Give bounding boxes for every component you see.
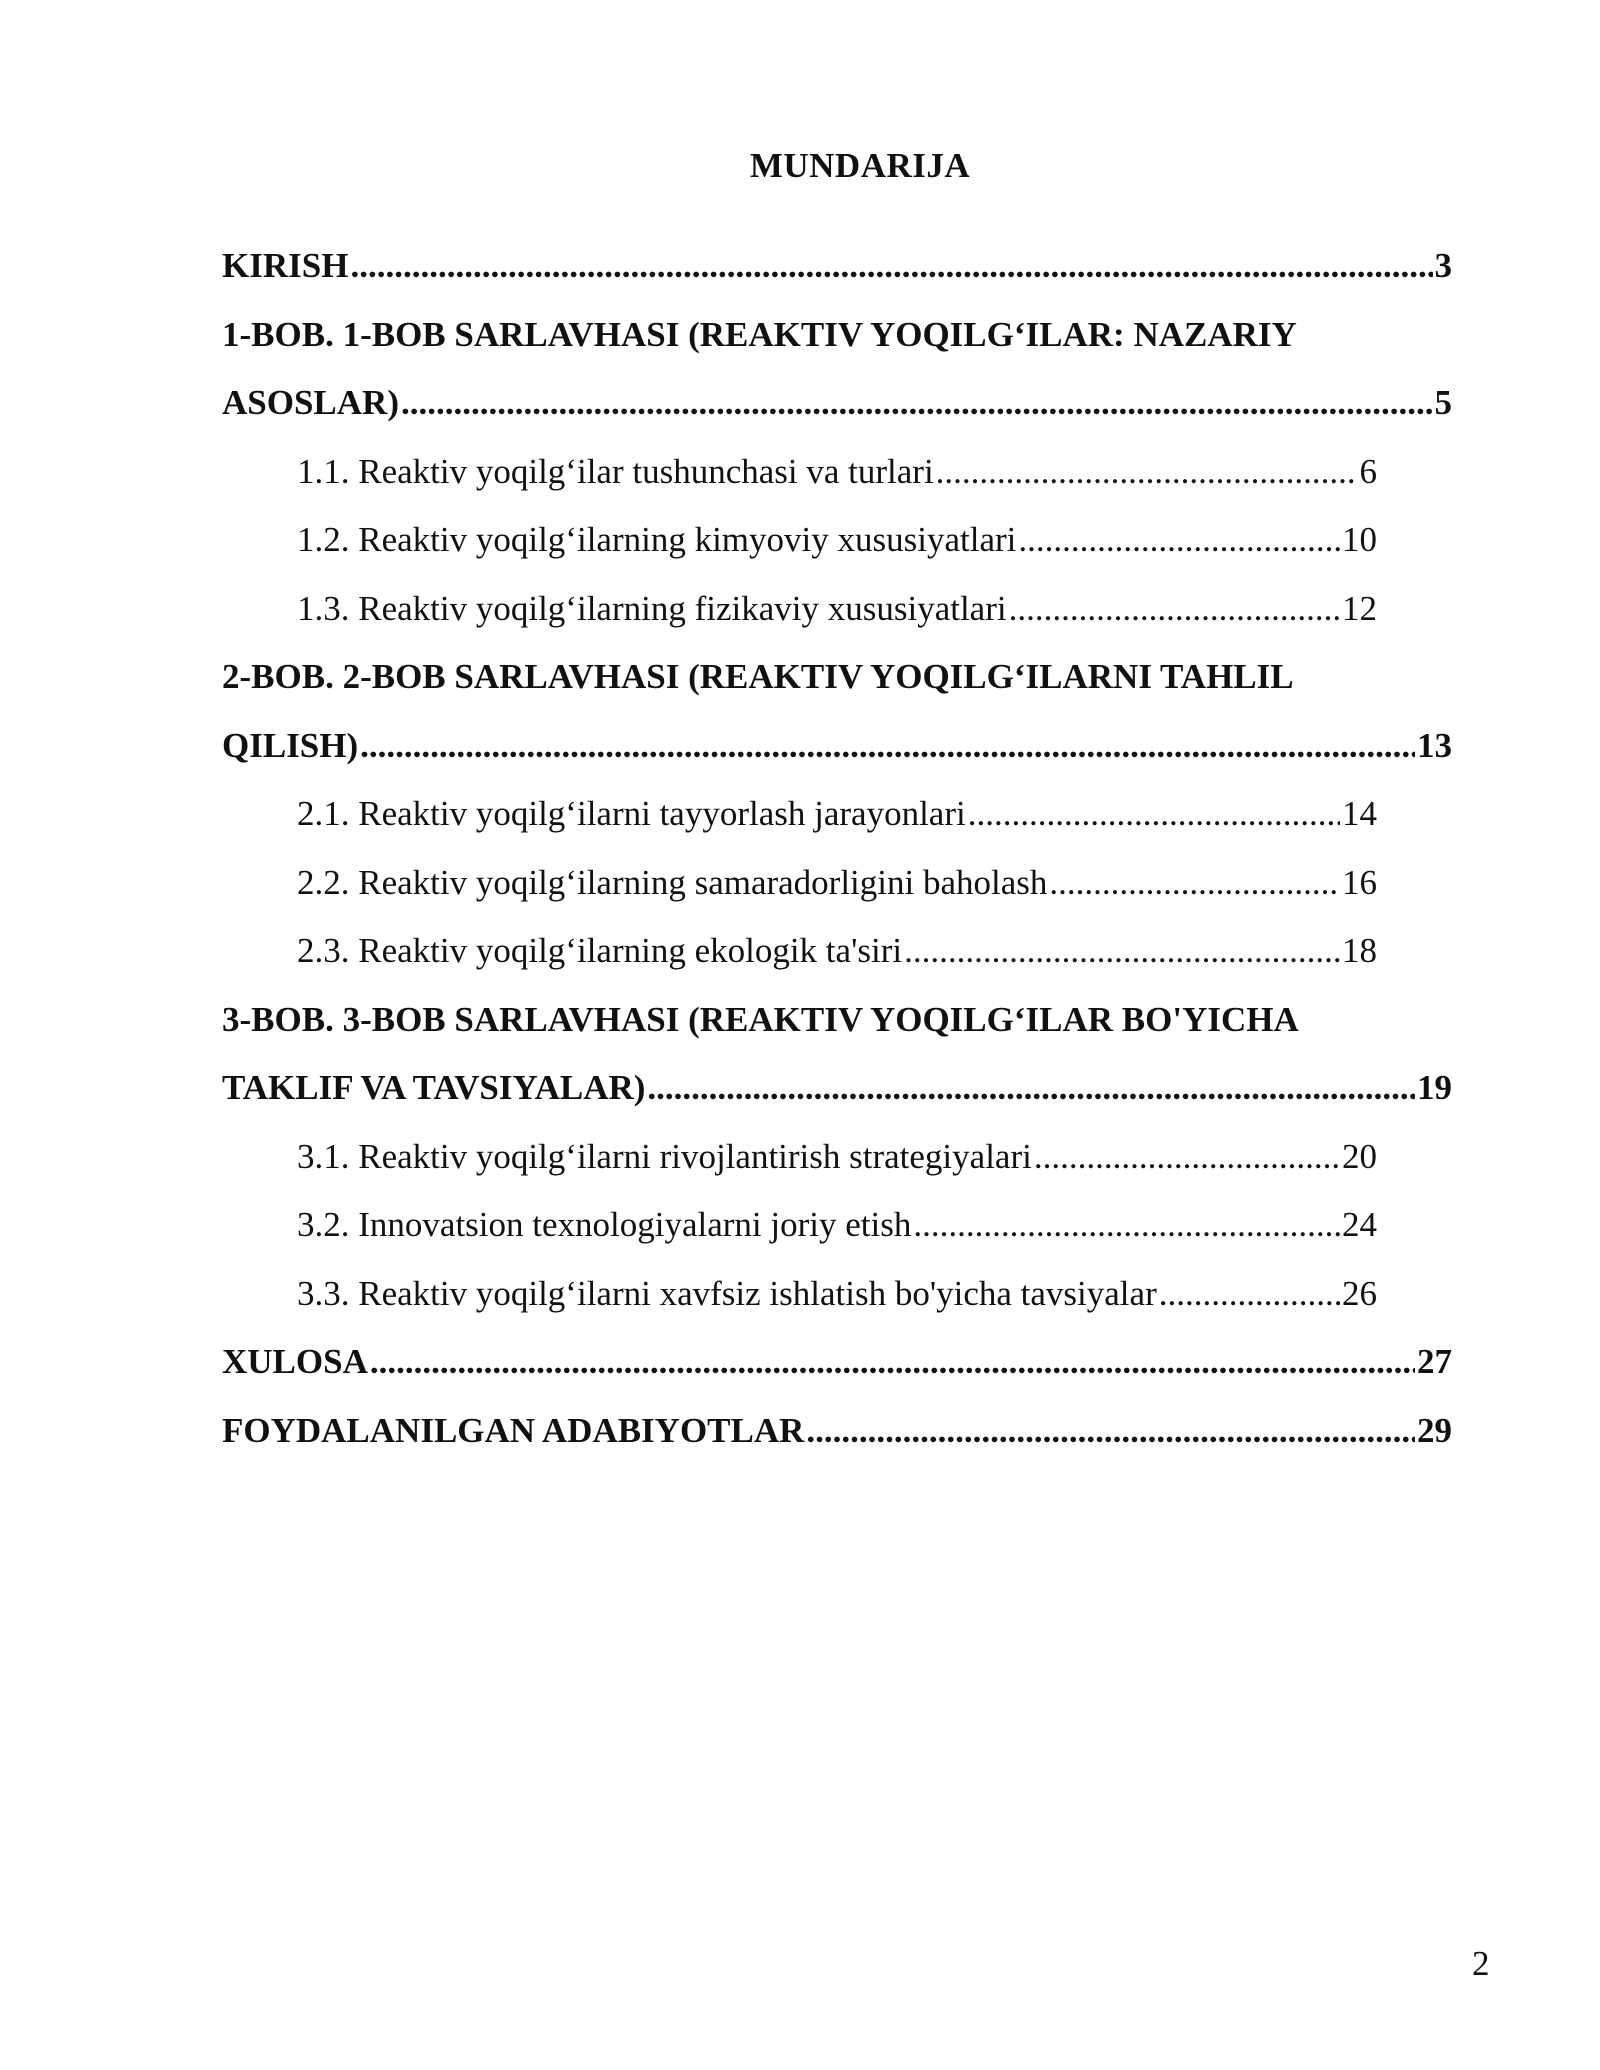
toc-entry-kirish[interactable] [222, 232, 1452, 301]
dot-leader [904, 917, 1340, 986]
dot-leader [913, 1191, 1340, 1260]
toc-entry-label: 3.1. Reaktiv yoqilg‘ilarni rivojlantirish strategiyalari [297, 1136, 1032, 1176]
toc-entry-page: 6 [1359, 451, 1377, 491]
toc-entry-label: 1.2. Reaktiv yoqilg‘ilarning kimyoviy xususiyatlari [297, 520, 1017, 559]
toc-entry-page: 18 [1342, 931, 1377, 970]
toc-entry-page: 12 [1342, 588, 1377, 628]
toc-entry-label: 2.2. Reaktiv yoqilg‘ilarning samaradorligini baholash [297, 862, 1048, 902]
toc-entry-label: 1.3. Reaktiv yoqilg‘ilarning fizikaviy xususiyatlari [297, 588, 1007, 628]
toc-entry-label: TAKLIF VA TAVSIYALAR) [222, 1068, 646, 1107]
dot-leader [350, 232, 1432, 301]
toc-entry-label: 3.2. Innovatsion texnologiyalarni joriy etish [297, 1205, 912, 1244]
toc-entry-page: 10 [1342, 520, 1377, 559]
dot-leader [1049, 849, 1340, 918]
toc-entry-page: 5 [1434, 383, 1452, 422]
toc-entry-3-2[interactable] [297, 1191, 1377, 1260]
toc-entry-chapter-1[interactable] [222, 301, 1452, 438]
toc-entry-label-line1: 3-BOB. 3-BOB SARLAVHASI (REAKTIV YOQILG‘ILAR BO'YICHA [222, 999, 1299, 1039]
toc-entry-label: 3.3. Reaktiv yoqilg‘ilarni xavfsiz ishlatish bo'yicha tavsiyalar [297, 1273, 1157, 1313]
dot-leader [1159, 1260, 1340, 1329]
dot-leader [1018, 506, 1340, 575]
dot-leader [936, 438, 1358, 507]
toc-entry-2-3[interactable] [297, 917, 1377, 986]
toc-entry-3-1[interactable] [297, 1123, 1377, 1192]
toc-entry-page: 26 [1342, 1273, 1377, 1313]
toc-entry-page: 16 [1342, 862, 1377, 902]
page-number: 2 [1472, 1944, 1490, 1983]
table-of-contents [222, 232, 1452, 1465]
toc-entry-chapter-3[interactable] [222, 986, 1452, 1123]
dot-leader [1009, 575, 1340, 644]
toc-entry-xulosa[interactable] [222, 1328, 1452, 1397]
toc-entry-3-3[interactable] [297, 1260, 1377, 1329]
dot-leader [401, 369, 1433, 438]
toc-entry-references[interactable] [222, 1397, 1452, 1466]
toc-entry-2-1[interactable] [297, 780, 1377, 849]
dot-leader [370, 1328, 1415, 1397]
dot-leader [647, 1054, 1415, 1123]
dot-leader [360, 712, 1415, 781]
toc-entry-1-1[interactable] [297, 438, 1377, 507]
toc-entry-page: 27 [1417, 1342, 1452, 1381]
toc-entry-page: 20 [1342, 1136, 1377, 1176]
toc-entry-2-2[interactable] [297, 849, 1377, 918]
toc-entry-page: 24 [1342, 1205, 1377, 1244]
dot-leader [806, 1397, 1415, 1466]
toc-entry-label: 1.1. Reaktiv yoqilg‘ilar tushunchasi va turlari [297, 451, 934, 491]
toc-entry-label-line1: 2-BOB. 2-BOB SARLAVHASI (REAKTIV YOQILG‘ILARNI TAHLIL [222, 657, 1294, 696]
toc-entry-label-line1: 1-BOB. 1-BOB SARLAVHASI (REAKTIV YOQILG‘ILAR: NAZARIY [222, 314, 1297, 354]
toc-entry-label: KIRISH [222, 246, 349, 285]
toc-entry-label: 2.3. Reaktiv yoqilg‘ilarning ekologik ta'siri [297, 931, 903, 970]
toc-entry-page: 3 [1434, 246, 1452, 285]
toc-entry-1-2[interactable] [297, 506, 1377, 575]
toc-entry-label: FOYDALANILGAN ADABIYOTLAR [222, 1410, 805, 1450]
dot-leader [1034, 1123, 1340, 1192]
toc-entry-page: 29 [1417, 1410, 1452, 1450]
toc-entry-page: 14 [1342, 794, 1377, 833]
toc-entry-label: XULOSA [222, 1342, 368, 1381]
toc-entry-chapter-2[interactable] [222, 643, 1452, 780]
dot-leader [968, 780, 1340, 849]
toc-entry-label: 2.1. Reaktiv yoqilg‘ilarni tayyorlash jarayonlari [297, 794, 966, 833]
toc-entry-label: QILISH) [222, 725, 359, 765]
toc-title: MUNDARIJA [749, 146, 971, 185]
toc-entry-label: ASOSLAR) [222, 383, 399, 422]
toc-entry-1-3[interactable] [297, 575, 1377, 644]
toc-entry-page: 19 [1417, 1068, 1452, 1107]
toc-entry-page: 13 [1417, 725, 1452, 765]
